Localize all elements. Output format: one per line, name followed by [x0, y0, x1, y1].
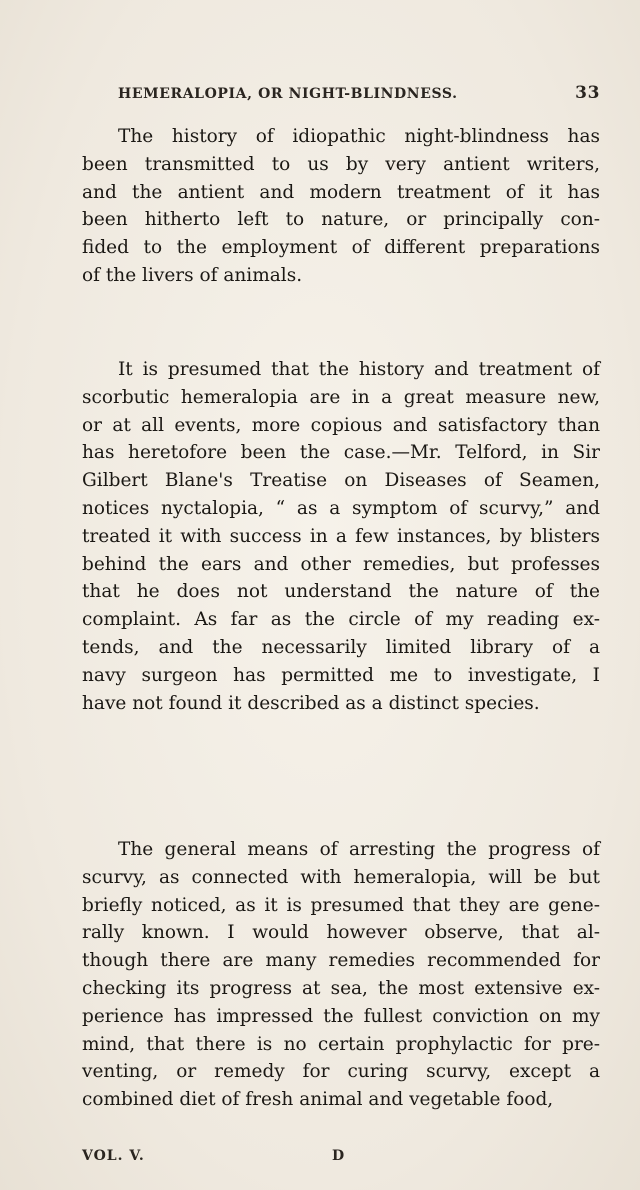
text-line: notices nyctalopia, “ as a symptom of scurvy,” and — [82, 498, 600, 519]
text-line: and the antient and modern treatment of it has — [82, 181, 600, 203]
text-line: checking its progress at sea, the most extensive ex- — [82, 978, 600, 999]
text-line: It is presumed that the history and treatment of — [118, 359, 600, 380]
text-line: or at all events, more copious and satisfactory than — [82, 414, 600, 436]
signature-mark: D — [332, 1148, 346, 1164]
text-line: Gilbert Blane's Treatise on Diseases of Seamen, — [82, 470, 600, 492]
text-line: The history of idiopathic night-blindness has — [118, 126, 600, 147]
text-line: navy surgeon has permitted me to investigate, I — [82, 664, 600, 686]
text-line: combined diet of fresh animal and vegetable food, — [82, 1089, 554, 1111]
volume-label: VOL. V. — [82, 1148, 145, 1164]
text-line: though there are many remedies recommended for — [82, 950, 600, 972]
text-line: scurvy, as connected with hemeralopia, will be but — [82, 866, 600, 888]
text-line: that he does not understand the nature of the — [82, 581, 600, 603]
page-number: 33 — [575, 83, 600, 103]
text-line: behind the ears and other remedies, but professes — [82, 553, 600, 575]
text-line: scorbutic hemeralopia are in a great measure new, — [82, 386, 600, 408]
text-line: of the livers of animals. — [82, 265, 303, 286]
text-line: have not found it described as a distinct species. — [82, 692, 540, 714]
text-line: tends, and the necessarily limited library of a — [82, 637, 600, 658]
text-line: been hitherto left to nature, or principally con- — [82, 209, 600, 231]
text-line: treated it with success in a few instances, by blisters — [82, 525, 600, 547]
text-line: rally known. I would however observe, that al- — [82, 922, 600, 944]
text-line: mind, that there is no certain prophylactic for pre- — [82, 1033, 600, 1055]
running-title: HEMERALOPIA, OR NIGHT-BLINDNESS. — [118, 86, 458, 102]
text-line: The general means of arresting the progress of — [118, 839, 600, 860]
text-line: venting, or remedy for curing scurvy, except a — [82, 1061, 600, 1083]
text-line: fided to the employment of different preparations — [82, 237, 600, 259]
text-line: been transmitted to us by very antient writers, — [82, 153, 600, 175]
text-line: has heretofore been the case.—Mr. Telford, in Sir — [82, 442, 600, 464]
text-line: perience has impressed the fullest conviction on my — [82, 1005, 600, 1027]
text-line: briefly noticed, as it is presumed that they are gene- — [82, 894, 600, 916]
text-line: complaint. As far as the circle of my reading ex- — [82, 609, 600, 631]
